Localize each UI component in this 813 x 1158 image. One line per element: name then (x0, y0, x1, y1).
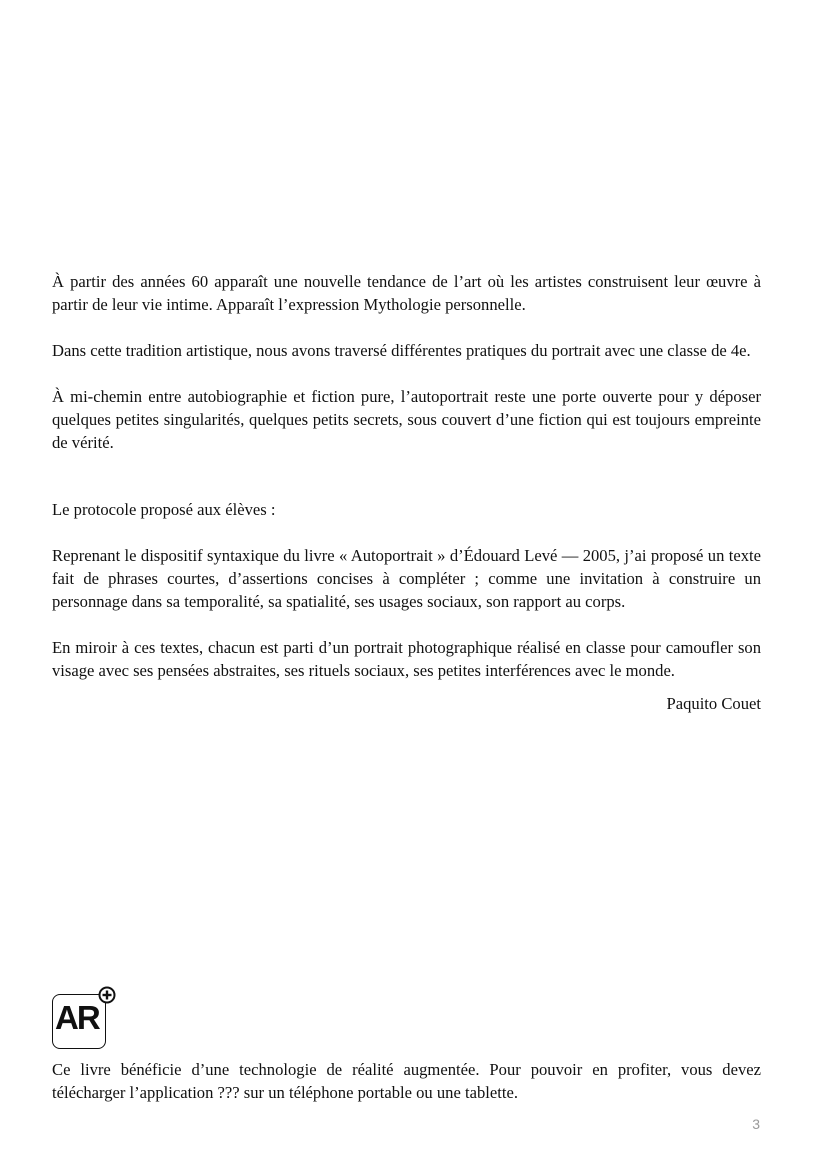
paragraph-protocol: Reprenant le dispositif syntaxique du livre « Autoportrait » d’Édouard Levé — 2005, j’ai proposé un texte fait de phrases courtes, d’assertions concises à compléter ; comme une invitation à construire un personnage dans sa temporalité, sa spatialité, ses usages sociaux, son rapport au corps. (52, 546, 761, 611)
paragraph-intro: À partir des années 60 apparaît une nouvelle tendance de l’art où les artistes construisent leur œuvre à partir de leur vie intime. Apparaît l’expression Mythologie personnelle. (52, 272, 761, 314)
ar-logo (52, 986, 122, 1054)
paragraph-tradition: Dans cette tradition artistique, nous avons traversé différentes pratiques du portrait avec une classe de 4e. (52, 341, 751, 360)
main-text (52, 270, 761, 715)
author-signature: Paquito Couet (666, 694, 761, 713)
ar-note: Ce livre bénéficie d’une technologie de réalité augmentée. Pour pouvoir en profiter, vous devez télécharger l’application ??? sur un téléphone portable ou une tablette. (52, 1060, 761, 1102)
paragraph-autoportrait: À mi-chemin entre autobiographie et fiction pure, l’autoportrait reste une porte ouverte pour y déposer quelques petites singularités, quelques petits secrets, sous couvert d’une fiction qui est toujours empreinte de vérité. (52, 387, 761, 452)
page-number: 3 (752, 1116, 760, 1132)
paragraph-mirror: En miroir à ces textes, chacun est parti d’un portrait photographique réalisé en classe pour camoufler son visage avec ses pensées abstraites, ses rituels sociaux, ses petites interférences avec le monde. (52, 638, 761, 680)
plus-icon (98, 986, 116, 1004)
paragraph-protocol-heading: Le protocole proposé aux élèves : (52, 500, 276, 519)
ar-logo-text: AR (55, 999, 99, 1036)
